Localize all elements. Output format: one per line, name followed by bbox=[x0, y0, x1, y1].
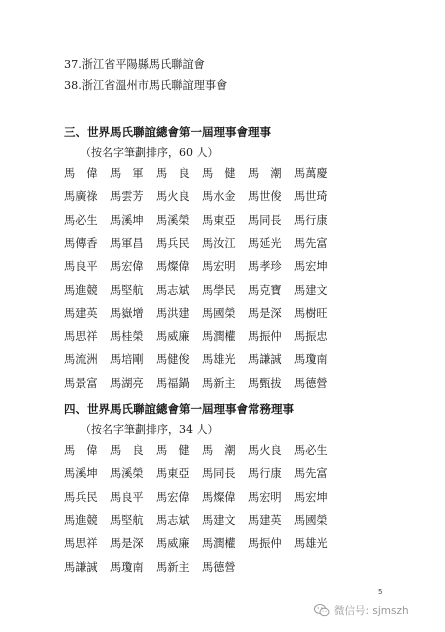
member-name: 馬培剛 bbox=[110, 353, 144, 367]
member-name: 馬思祥 bbox=[64, 330, 98, 344]
member-name: 馬孝珍 bbox=[248, 260, 282, 274]
member-name: 馬新主 bbox=[202, 376, 236, 390]
member-name: 馬建英 bbox=[64, 306, 98, 320]
member-name: 馬洪建 bbox=[156, 306, 190, 320]
member-name: 馬良平 bbox=[110, 490, 144, 504]
member-name: 馬德營 bbox=[202, 560, 236, 574]
member-name: 馬行康 bbox=[294, 213, 328, 227]
member-name: 馬 偉 bbox=[64, 167, 98, 180]
member-name: 馬燦偉 bbox=[156, 260, 190, 274]
name-row bbox=[64, 330, 364, 350]
member-name: 馬 健 bbox=[202, 167, 236, 180]
name-row bbox=[64, 467, 364, 487]
member-name: 馬瓊南 bbox=[110, 560, 144, 574]
member-name: 馬東亞 bbox=[202, 213, 236, 227]
member-name: 馬溪坤 bbox=[64, 467, 98, 481]
member-name: 馬樹旺 bbox=[294, 306, 328, 320]
org-line-38: 38.浙江省溫州市馬氏聯誼理事會 bbox=[64, 79, 228, 92]
member-name: 馬宏明 bbox=[248, 490, 282, 504]
name-row bbox=[64, 444, 364, 464]
name-row bbox=[64, 237, 364, 257]
member-name: 馬軍昌 bbox=[110, 236, 144, 250]
member-name: 馬潤權 bbox=[202, 330, 236, 344]
member-name: 馬兵民 bbox=[64, 490, 98, 504]
member-name: 馬新主 bbox=[156, 560, 190, 574]
member-name: 馬燦偉 bbox=[202, 490, 236, 504]
member-name: 馬堅航 bbox=[110, 283, 144, 297]
member-name: 馬東亞 bbox=[156, 467, 190, 481]
member-name: 馬堅航 bbox=[110, 513, 144, 527]
member-name: 馬兵民 bbox=[156, 236, 190, 250]
member-name: 馬火良 bbox=[156, 190, 190, 204]
member-name: 馬威廉 bbox=[156, 537, 190, 551]
member-name: 馬宏明 bbox=[202, 260, 236, 274]
member-name: 馬宏坤 bbox=[294, 260, 328, 274]
member-name: 馬謙誠 bbox=[248, 353, 282, 367]
section-4-heading: 四、世界馬氏聯誼總會第一屆理事會常務理事 bbox=[64, 402, 294, 416]
name-row bbox=[64, 214, 364, 234]
member-name: 馬國榮 bbox=[294, 513, 328, 527]
member-name: 馬 軍 bbox=[110, 167, 144, 180]
member-name: 馬志斌 bbox=[156, 283, 190, 297]
member-name: 馬建文 bbox=[202, 513, 236, 527]
watermark bbox=[314, 603, 409, 618]
member-name: 馬進競 bbox=[64, 283, 98, 297]
page-number: 5 bbox=[378, 588, 383, 596]
member-name: 馬克寶 bbox=[248, 283, 282, 297]
member-name: 馬是深 bbox=[110, 537, 144, 551]
member-name: 馬先富 bbox=[294, 236, 328, 250]
member-name: 馬溪榮 bbox=[156, 213, 190, 227]
section-3-heading: 三、世界馬氏聯誼總會第一屆理事會理事 bbox=[64, 125, 271, 139]
member-name: 馬 潮 bbox=[202, 444, 236, 457]
member-name: 馬萬慶 bbox=[294, 167, 328, 180]
member-name: 馬 潮 bbox=[248, 167, 282, 180]
member-name: 馬宏坤 bbox=[294, 490, 328, 504]
section-3-note: （按名字筆劃排序，60 人） bbox=[80, 146, 219, 159]
member-name: 馬宏偉 bbox=[156, 490, 190, 504]
member-name: 馬先富 bbox=[294, 467, 328, 481]
name-row bbox=[64, 284, 364, 304]
member-name: 馬同長 bbox=[248, 213, 282, 227]
member-name: 馬謙誠 bbox=[64, 560, 98, 574]
member-name: 馬廣祿 bbox=[64, 190, 98, 204]
member-name: 馬甄拔 bbox=[248, 376, 282, 390]
name-row bbox=[64, 167, 364, 187]
member-name: 馬火良 bbox=[248, 444, 282, 457]
member-name: 馬建英 bbox=[248, 513, 282, 527]
member-name: 馬水金 bbox=[202, 190, 236, 204]
member-name: 馬是深 bbox=[248, 306, 282, 320]
member-name: 馬溪榮 bbox=[110, 467, 144, 481]
member-name: 馬雄光 bbox=[294, 537, 328, 551]
member-name: 馬學民 bbox=[202, 283, 236, 297]
member-name: 馬延光 bbox=[248, 236, 282, 250]
wechat-icon bbox=[314, 604, 330, 617]
member-name: 馬國榮 bbox=[202, 306, 236, 320]
member-name: 馬傳香 bbox=[64, 236, 98, 250]
member-name: 馬德營 bbox=[294, 376, 328, 390]
member-name: 馬溪坤 bbox=[110, 213, 144, 227]
name-row bbox=[64, 307, 364, 327]
member-name: 馬良平 bbox=[64, 260, 98, 274]
watermark-text: 微信号: sjmszh bbox=[334, 605, 409, 617]
member-name: 馬威廉 bbox=[156, 330, 190, 344]
member-name: 馬汝江 bbox=[202, 236, 236, 250]
section-4-note: （按名字筆劃排序，34 人） bbox=[80, 423, 219, 436]
name-row bbox=[64, 377, 364, 397]
member-name: 馬瓊南 bbox=[294, 353, 328, 367]
member-name: 馬行康 bbox=[248, 467, 282, 481]
member-name: 馬進競 bbox=[64, 513, 98, 527]
member-name: 馬 健 bbox=[156, 444, 190, 457]
member-name: 馬健俊 bbox=[156, 353, 190, 367]
member-name: 馬振忠 bbox=[294, 330, 328, 344]
member-name: 馬 偉 bbox=[64, 444, 98, 457]
member-name: 馬同長 bbox=[202, 467, 236, 481]
name-row bbox=[64, 561, 364, 581]
member-name: 馬桂榮 bbox=[110, 330, 144, 344]
name-row bbox=[64, 514, 364, 534]
member-name: 馬雲芳 bbox=[110, 190, 144, 204]
org-line-37: 37.浙江省平陽縣馬氏聯誼會 bbox=[64, 58, 205, 71]
name-row bbox=[64, 260, 364, 280]
member-name: 馬宏偉 bbox=[110, 260, 144, 274]
member-name: 馬世琦 bbox=[294, 190, 328, 204]
member-name: 馬建文 bbox=[294, 283, 328, 297]
name-row bbox=[64, 491, 364, 511]
member-name: 馬福鍋 bbox=[156, 376, 190, 390]
member-name: 馬 良 bbox=[110, 444, 144, 457]
member-name: 馬振仲 bbox=[248, 330, 282, 344]
member-name: 馬嶽增 bbox=[110, 306, 144, 320]
name-row bbox=[64, 537, 364, 557]
member-name: 馬志斌 bbox=[156, 513, 190, 527]
member-name: 馬 良 bbox=[156, 167, 190, 180]
member-name: 馬流洲 bbox=[64, 353, 98, 367]
member-name: 馬思祥 bbox=[64, 537, 98, 551]
member-name: 馬潤權 bbox=[202, 537, 236, 551]
member-name: 馬湖亮 bbox=[110, 376, 144, 390]
member-name: 馬雄光 bbox=[202, 353, 236, 367]
member-name: 馬必生 bbox=[294, 444, 328, 457]
member-name: 馬振仲 bbox=[248, 537, 282, 551]
member-name: 馬世俊 bbox=[248, 190, 282, 204]
name-row bbox=[64, 353, 364, 373]
name-row bbox=[64, 190, 364, 210]
member-name: 馬景富 bbox=[64, 376, 98, 390]
member-name: 馬必生 bbox=[64, 213, 98, 227]
